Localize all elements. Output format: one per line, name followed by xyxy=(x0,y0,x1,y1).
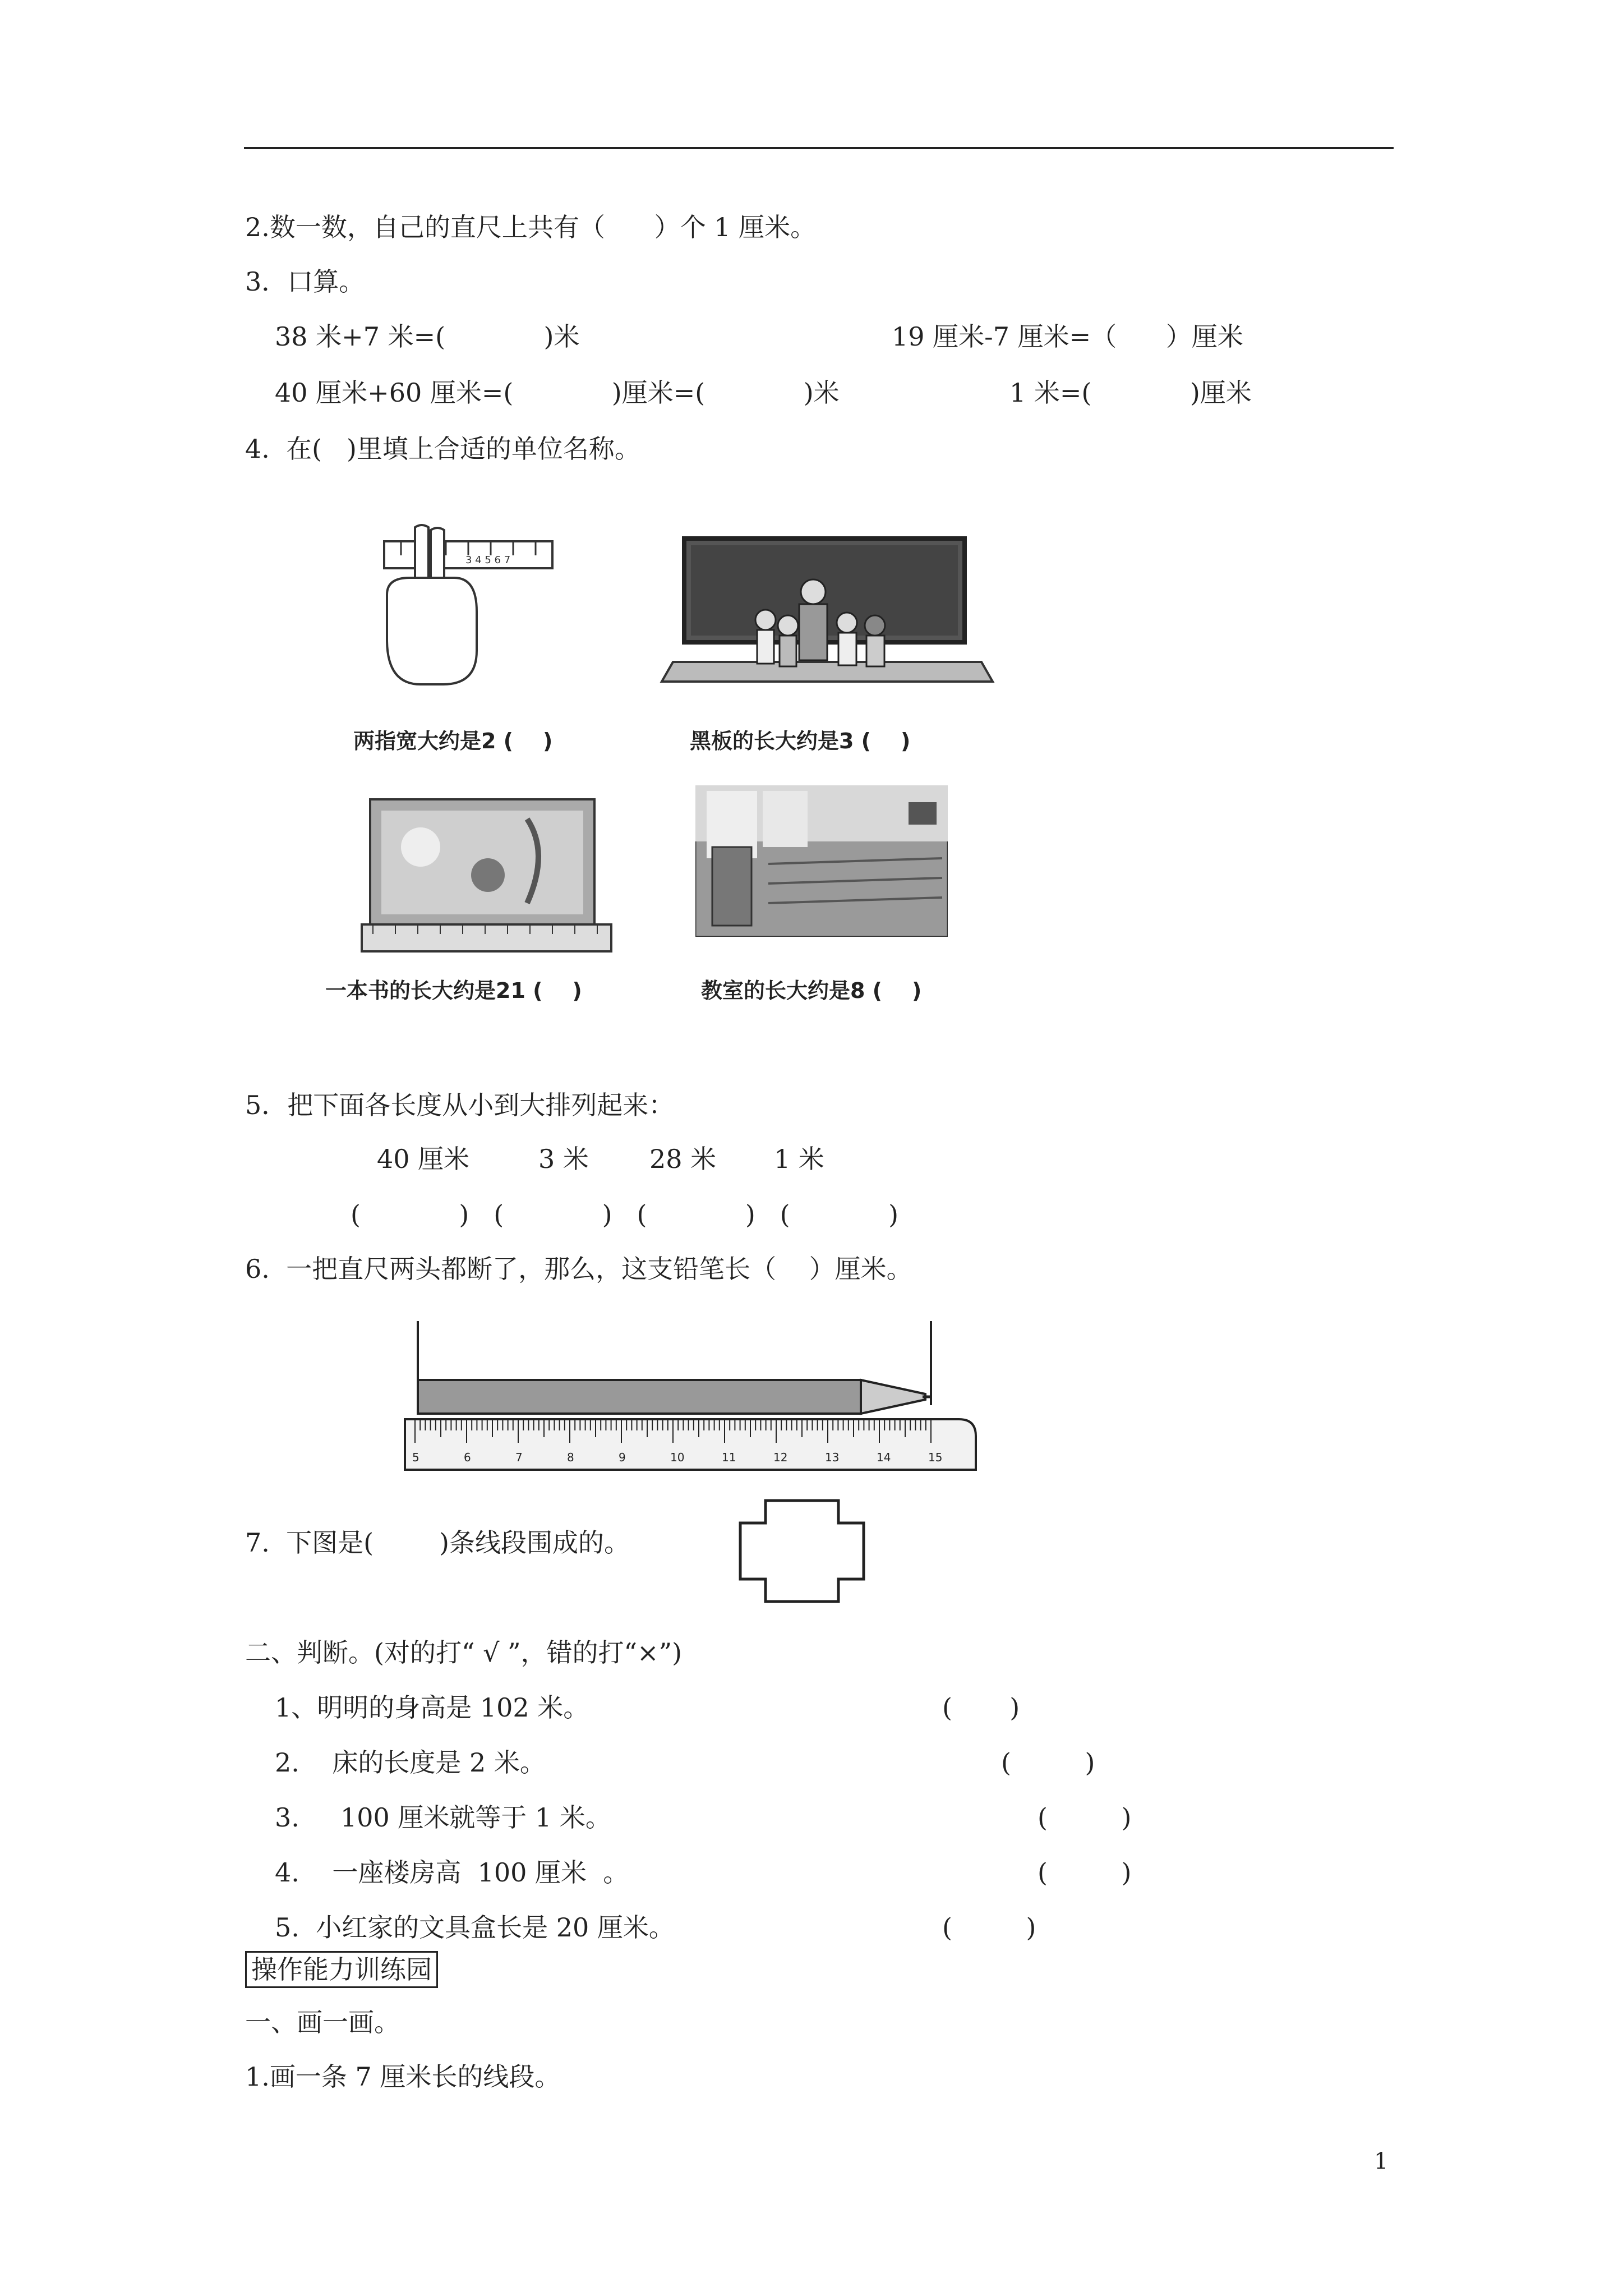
ruler-tick-label: 8 xyxy=(567,1451,574,1464)
judge-item: 4. 一座楼房高 100 厘米 。 xyxy=(275,1857,629,1888)
question-3-item: 1 米=( )厘米 xyxy=(1009,378,1252,408)
ruler-tick-label: 11 xyxy=(722,1451,736,1464)
judge-blank: ( ) xyxy=(1001,1747,1095,1778)
ruler-tick-label: 7 xyxy=(515,1451,523,1464)
length-item: 28 米 xyxy=(649,1144,717,1174)
question-2: 2.数一数，自己的直尺上共有（ ）个 1 厘米。 xyxy=(245,212,817,242)
question-5-title: 5．把下面各长度从小到大排列起来： xyxy=(245,1090,675,1120)
caption-blackboard: 黑板的长大约是3 ( ) xyxy=(690,729,911,753)
ruler-tick-label: 6 xyxy=(464,1451,471,1464)
question-6-title: 6. 一把直尺两头都断了，那么，这支铅笔长（ ）厘米。 xyxy=(245,1254,912,1284)
blackboard-illustration xyxy=(645,536,1009,715)
caption-classroom: 教室的长大约是8 ( ) xyxy=(701,978,922,1003)
question-3-item: 38 米+7 米=( )米 xyxy=(275,321,580,352)
draw-title: 一、画一画。 xyxy=(245,2007,400,2037)
svg-text:3 4 5 6 7: 3 4 5 6 7 xyxy=(465,554,511,566)
fingers-ruler-illustration xyxy=(370,522,561,696)
judge-title: 二、判断。(对的打“ √ ”，错的打“×”) xyxy=(245,1637,683,1668)
ruler-tick-label: 13 xyxy=(825,1451,840,1464)
caption-fingers: 两指宽大约是2 ( ) xyxy=(353,729,553,753)
length-item: 3 米 xyxy=(538,1144,589,1174)
length-item: 1 米 xyxy=(774,1144,824,1174)
judge-item: 1、明明的身高是 102 米。 xyxy=(275,1692,589,1723)
caption-book: 一本书的长大约是21 ( ) xyxy=(325,978,582,1003)
page-number: 1 xyxy=(1374,2148,1389,2174)
ruler-tick-label: 10 xyxy=(670,1451,685,1464)
judge-item: 3. 100 厘米就等于 1 米。 xyxy=(275,1802,611,1833)
judge-blank: ( ) xyxy=(942,1692,1020,1723)
judge-item: 5. 小红家的文具盒长是 20 厘米。 xyxy=(275,1912,675,1943)
judge-blank: ( ) xyxy=(1038,1802,1132,1833)
length-item: 40 厘米 xyxy=(377,1144,470,1174)
question-4-title: 4. 在( )里填上合适的单位名称。 xyxy=(245,434,640,464)
broken-ruler-pencil-illustration xyxy=(398,1321,981,1478)
question-3-title: 3．口算。 xyxy=(245,266,365,297)
section-box-title: 操作能力训练园 xyxy=(245,1951,438,1988)
draw-item-1: 1.画一条 7 厘米长的线段。 xyxy=(245,2062,561,2092)
ruler-tick-label: 15 xyxy=(928,1451,943,1464)
judge-item: 2. 床的长度是 2 米。 xyxy=(275,1747,546,1778)
question-3-item: 40 厘米+60 厘米=( )厘米=( )米 xyxy=(275,378,840,408)
judge-blank: ( ) xyxy=(1038,1857,1132,1888)
order-blanks: ( ) ( ) ( ) ( ) xyxy=(351,1199,899,1230)
header-rule xyxy=(244,147,1394,149)
cross-shape-figure xyxy=(732,1498,872,1604)
ruler-tick-label: 5 xyxy=(412,1451,419,1464)
judge-blank: ( ) xyxy=(942,1912,1036,1943)
ruler-tick-label: 9 xyxy=(619,1451,626,1464)
ruler-tick-label: 14 xyxy=(877,1451,891,1464)
question-7: 7. 下图是( )条线段围成的。 xyxy=(245,1527,630,1558)
book-ruler-illustration xyxy=(359,797,617,959)
classroom-photo xyxy=(695,785,948,937)
ruler-tick-label: 12 xyxy=(773,1451,788,1464)
question-3-item: 19 厘米-7 厘米=（ ）厘米 xyxy=(892,321,1243,352)
